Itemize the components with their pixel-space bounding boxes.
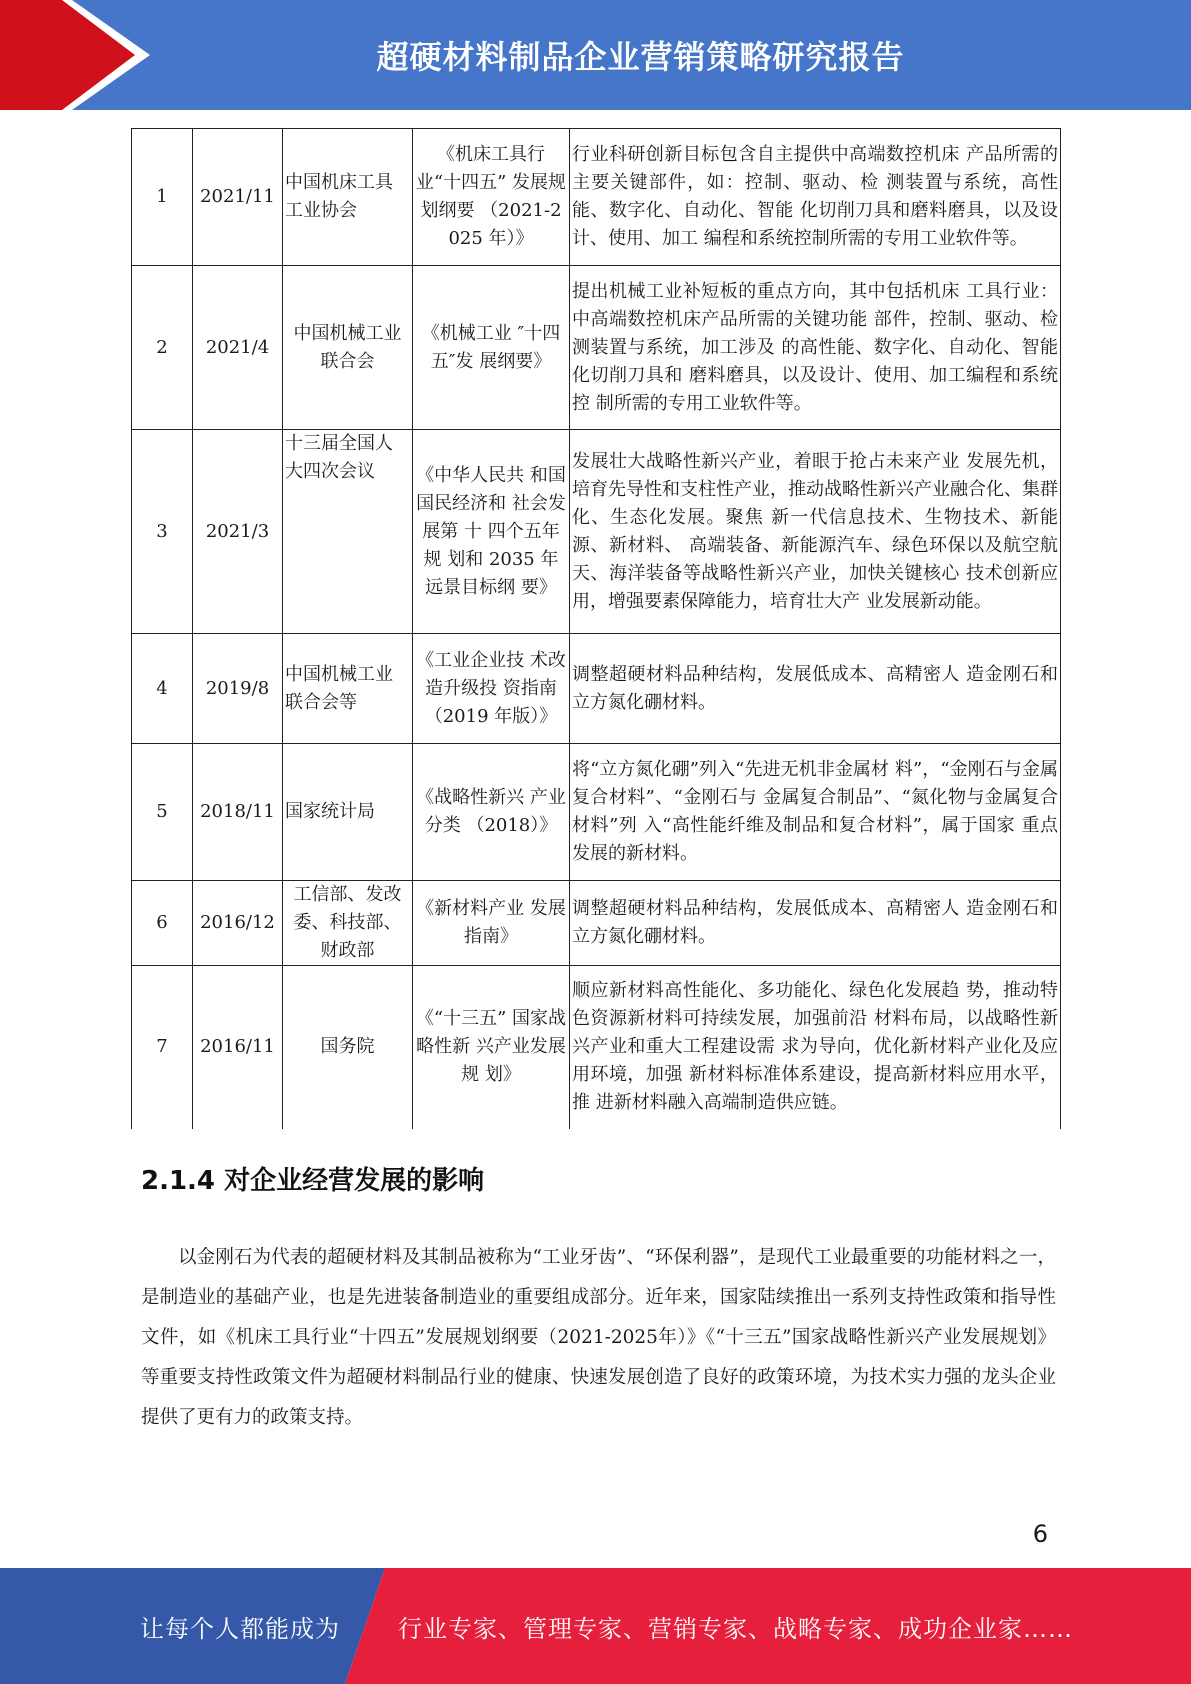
row-content: 顺应新材料高性能化、多功能化、绿色化发展趋 势，推动特色资源新材料可持续发展，加强前沿 材料布局，以战略性新兴产业和重大工程建设需 求为导向，优化新材料产业化及应用环境，加强 新材料标准体系建设，提高新材料应用水平，推 进新材料融入高端制造供应链。: [570, 966, 1061, 1129]
row-organization: 中国机械工业联合会: [283, 266, 413, 430]
row-document: 《战略性新兴 产业分类 （2018）》: [413, 744, 570, 881]
row-organization: 国务院: [283, 966, 413, 1129]
row-document: 《新材料产业 发展指南》: [413, 881, 570, 966]
row-organization: 十三届全国人大四次会议: [283, 430, 413, 634]
row-content: 调整超硬材料品种结构，发展低成本、高精密人 造金刚石和立方氮化硼材料。: [570, 881, 1061, 966]
row-organization: 中国机械工业联合会等: [283, 634, 413, 744]
row-date: 2021/3: [193, 430, 283, 634]
row-number: 3: [132, 430, 193, 634]
row-content: 行业科研创新目标包含自主提供中高端数控机床 产品所需的主要关键部件，如：控制、驱动、检 测装置与系统，高性能、数字化、自动化、智能 化切削刀具和磨料磨具，以及设计、使用、加工 编程和系统控制所需的专用工业软件等。: [570, 129, 1061, 266]
row-number: 1: [132, 129, 193, 266]
row-content: 发展壮大战略性新兴产业，着眼于抢占未来产业 发展先机，培育先导性和支柱性产业，推动战略性新兴产业融合化、集群化、生态化发展。聚焦 新一代信息技术、生物技术、新能源、新材料、 高端装备、新能源汽车、绿色环保以及航空航 天、海洋装备等战略性新兴产业，加快关键核心 技术创新应用，增强要素保障能力，培育壮大产 业发展新动能。: [570, 430, 1061, 634]
table-row: [132, 266, 1061, 430]
table-row: [132, 881, 1061, 966]
row-organization: 国家统计局: [283, 744, 413, 881]
table-row: [132, 129, 1061, 266]
table-row: [132, 744, 1061, 881]
policy-table: [131, 128, 1061, 1129]
row-content: 提出机械工业补短板的重点方向，其中包括机床 工具行业：中高端数控机床产品所需的关键功能 部件，控制、驱动、检测装置与系统，加工涉及 的高性能、数字化、自动化、智能化切削刀具和 磨料磨具，以及设计、使用、加工编程和系统控 制所需的专用工业软件等。: [570, 266, 1061, 430]
row-date: 2018/11: [193, 744, 283, 881]
row-date: 2019/8: [193, 634, 283, 744]
page-number: 6: [1032, 1520, 1048, 1548]
row-document: 《机床工具行 业“十四五” 发展规划纲要 （2021-2025 年）》: [413, 129, 570, 266]
section-heading: 2.1.4 对企业经营发展的影响: [141, 1166, 485, 1196]
row-number: 4: [132, 634, 193, 744]
page-footer: [0, 1568, 1191, 1684]
section-paragraph: 以金刚石为代表的超硬材料及其制品被称为“工业牙齿”、“环保利器”，是现代工业最重要的功能材料之一，是制造业的基础产业，也是先进装备制造业的重要组成部分。近年来，国家陆续推出一系列支持性政策和指导性文件，如《机床工具行业“十四五”发展规划纲要（2021-2025年）》《“十三五”国家战略性新兴产业发展规划》等重要支持性政策文件为超硬材料制品行业的健康、快速发展创造了良好的政策环境，为技术实力强的龙头企业提供了更有力的政策支持。: [141, 1247, 1056, 1428]
row-date: 2021/11: [193, 129, 283, 266]
row-document: 《中华人民共 和国国民经济和 社会发展第 十 四个五年规 划和 2035 年 远景目标纲 要》: [413, 430, 570, 634]
row-number: 6: [132, 881, 193, 966]
table-row: [132, 634, 1061, 744]
row-document: 《机械工业 ″十四五″发 展纲要》: [413, 266, 570, 430]
row-number: 2: [132, 266, 193, 430]
row-content: 调整超硬材料品种结构，发展低成本、高精密人 造金刚石和立方氮化硼材料。: [570, 634, 1061, 744]
row-date: 2016/12: [193, 881, 283, 966]
row-content: 将“立方氮化硼”列入“先进无机非金属材 料”，“金刚石与金属复合材料”、“金刚石与 金属复合制品”、“氮化物与金属复合材料”列 入“高性能纤维及制品和复合材料”，属于国家 重点发展的新材料。: [570, 744, 1061, 881]
table-row: [132, 966, 1061, 1129]
footer-slogan-right: 行业专家、管理专家、营销专家、战略专家、成功企业家……: [398, 1614, 1073, 1643]
row-number: 5: [132, 744, 193, 881]
row-date: 2016/11: [193, 966, 283, 1129]
row-document: 《“十三五” 国家战略性新 兴产业发展规 划》: [413, 966, 570, 1129]
footer-slogan-left: 让每个人都能成为: [140, 1614, 340, 1643]
row-document: 《工业企业技 术改造升级投 资指南（2019 年版）》: [413, 634, 570, 744]
row-organization: 工信部、发改委、科技部、财政部: [283, 881, 413, 966]
table-row: [132, 430, 1061, 634]
row-date: 2021/4: [193, 266, 283, 430]
row-number: 7: [132, 966, 193, 1129]
header-arrow-decoration: [0, 0, 150, 110]
row-organization: 中国机床工具工业协会: [283, 129, 413, 266]
report-title: 超硬材料制品企业营销策略研究报告: [376, 38, 905, 76]
page-header: [0, 0, 1191, 110]
